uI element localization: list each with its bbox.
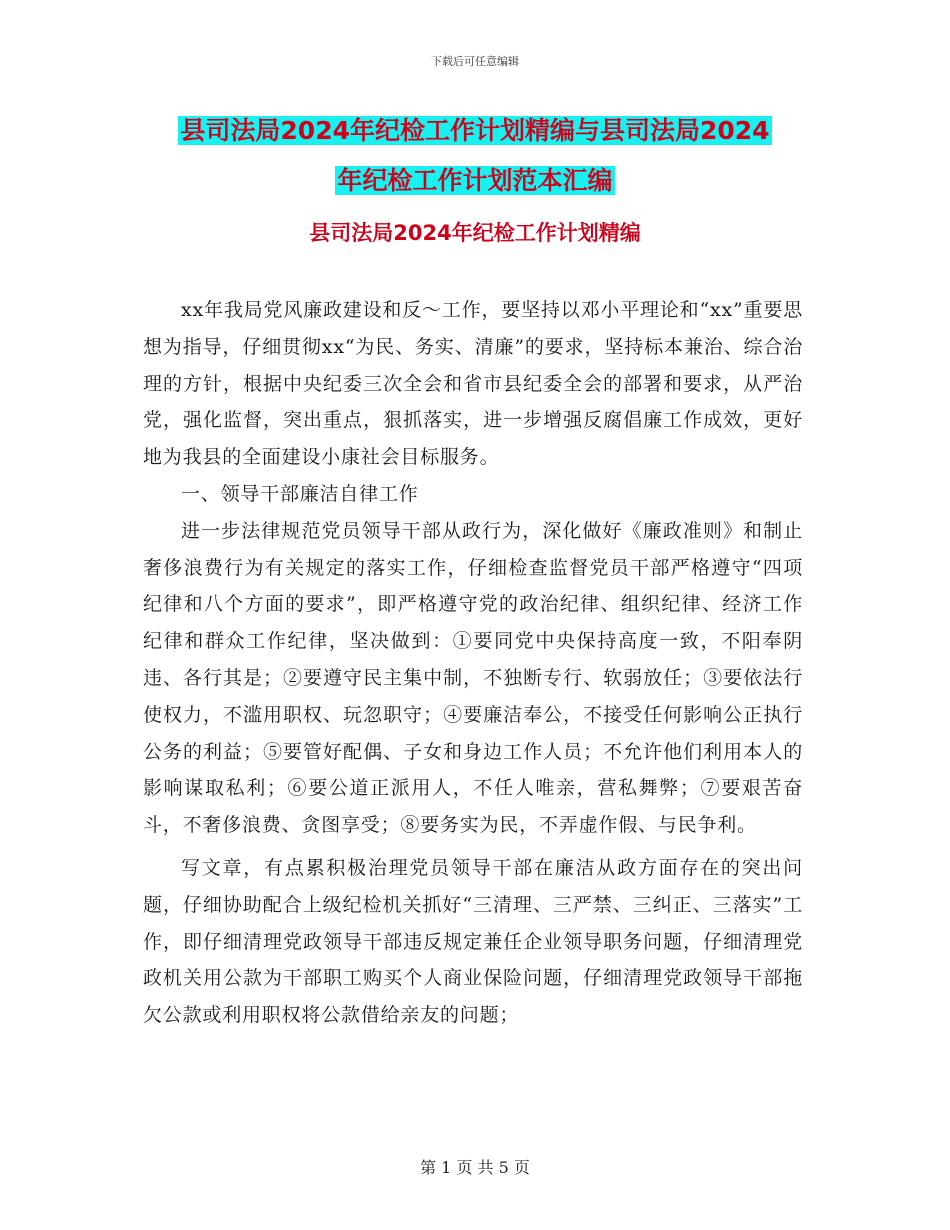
title-line-2: 年纪检工作计划范本汇编	[337, 166, 613, 195]
document-body	[143, 292, 803, 1034]
document-title	[140, 106, 810, 206]
paragraph: xx年我局党风廉政建设和反～工作，要坚持以邓小平理论和“xx”重要思想为指导，仔细贯彻xx“为民、务实、清廉”的要求，坚持标本兼治、综合治理的方针，根据中央纪委三次全会和省市县纪委全会的部署和要求，从严治党，强化监督，突出重点，狠抓落实，进一步增强反腐倡廉工作成效，更好地为我县的全面建设小康社会目标服务。	[143, 299, 803, 469]
paragraph: 进一步法律规范党员领导干部从政行为，深化做好《廉政准则》和制止奢侈浪费行为有关规定的落实工作，仔细检查监督党员干部严格遵守“四项纪律和八个方面的要求”，即严格遵守党的政治纪律、组织纪律、经济工作纪律和群众工作纪律，坚决做到：①要同党中央保持高度一致，不阳奉阴违、各行其是；②要遵守民主集中制，不独断专行、软弱放任；③要依法行使权力，不滥用职权、玩忽职守；④要廉洁奉公，不接受任何影响公正执行公务的利益；⑤要管好配偶、子女和身边工作人员；不允许他们利用本人的影响谋取私利；⑥要公道正派用人，不任人唯亲，营私舞弊；⑦要艰苦奋斗，不奢侈浪费、贪图享受；⑧要务实为民，不弄虚作假、与民争利。	[143, 519, 803, 837]
title-line-1: 县司法局2024年纪检工作计划精编与县司法局2024	[180, 116, 770, 145]
paragraph-heading: 一、领导干部廉洁自律工作	[181, 482, 419, 505]
paragraph: 写文章，有点累积极治理党员领导干部在廉洁从政方面存在的突出问题，仔细协助配合上级纪检机关抓好“三清理、三严禁、三纠正、三落实”工作，即仔细清理党政领导干部违反规定兼任企业领导职务问题，仔细清理党政机关用公款为干部职工购买个人商业保险问题，仔细清理党政领导干部拖欠公款或利用职权将公款借给亲友的问题；	[143, 856, 803, 1027]
page-number: 第 1 页 共 5 页	[420, 1158, 530, 1177]
header-note: 下载后可任意编辑	[431, 55, 519, 68]
section-title: 县司法局2024年纪检工作计划精编	[309, 221, 641, 245]
